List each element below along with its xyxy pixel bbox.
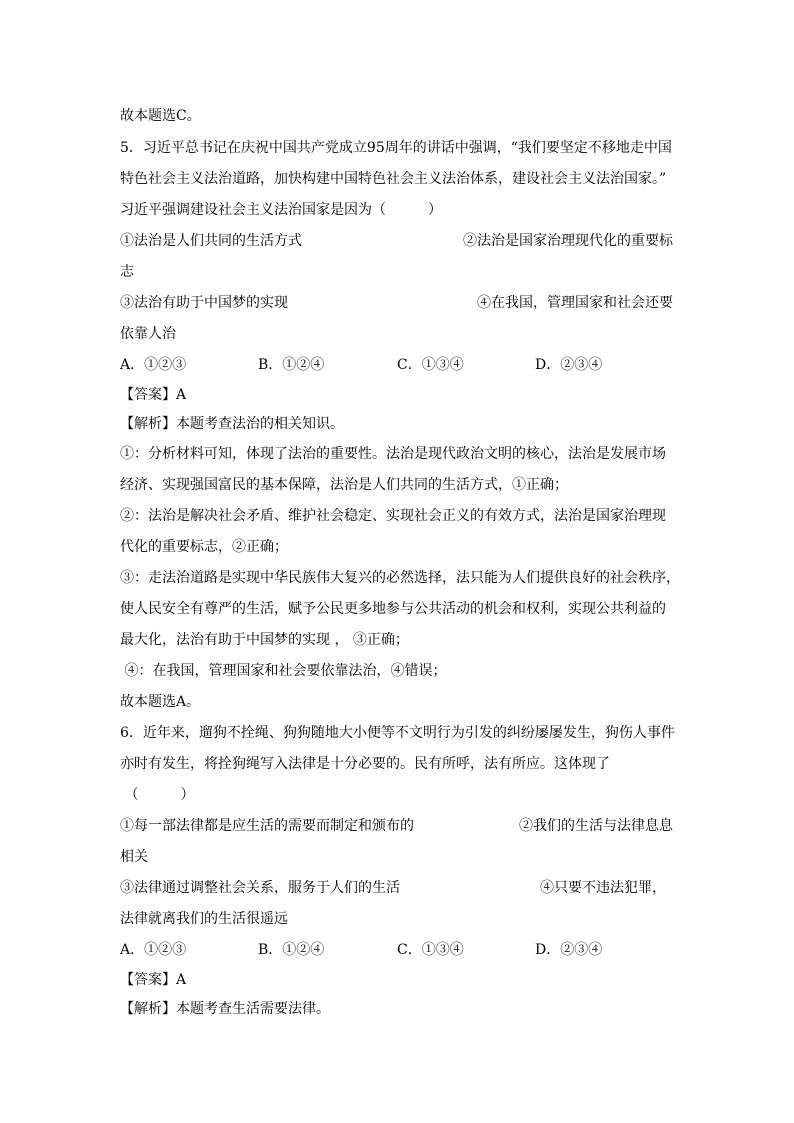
q5-conclusion: 故本题选A。 xyxy=(120,694,201,710)
q6-option-row-2 xyxy=(120,873,680,904)
q5-stem-line1: 5．习近平总书记在庆祝中国共产党成立95周年的讲话中强调，“我们要坚定不移地走中国 xyxy=(120,140,672,156)
q5-explanation-1-line1: ①：分析材料可知，体现了法治的重要性。法治是现代政治文明的核心，法治是发展市场 xyxy=(120,446,666,462)
q5-explanation-2-line2: 代化的重要标志，②正确； xyxy=(120,539,288,555)
q5-explanation-2-line1: ②：法治是解决社会矛盾、维护社会稳定、实现社会正义的有效方式，法治是国家治理现 xyxy=(120,508,666,524)
q6-option-3: ③法律通过调整社会关系，服务于人们的生活 xyxy=(120,880,400,896)
question-5 xyxy=(120,133,680,718)
q5-explanation-3-line2: 使人民安全有尊严的生活，赋予公民更多地参与公共活动的机会和权利，实现公共利益的 xyxy=(120,601,666,617)
q5-explanation-3-line3: 最大化，法治有助于中国梦的实现 ， ③正确； xyxy=(120,632,409,648)
q5-option-4-wrap: 依靠人治 xyxy=(120,326,176,342)
q6-choice-d: D．②③④ xyxy=(535,942,603,958)
q5-choices xyxy=(120,350,680,381)
q6-choice-b: B．①②④ xyxy=(258,942,325,958)
prev-conclusion: 故本题选C。 xyxy=(120,108,201,124)
q5-option-3: ③法治有助于中国梦的实现 xyxy=(120,295,288,311)
q6-choices xyxy=(120,935,680,966)
q5-choice-c: C．①③④ xyxy=(397,357,464,373)
q5-choice-b: B．①②④ xyxy=(258,357,325,373)
q6-option-4: ④只要不违法犯罪， xyxy=(540,880,666,896)
q5-analysis: 【解析】本题考查法治的相关知识。 xyxy=(120,416,344,432)
q6-option-2: ②我们的生活与法律息息 xyxy=(519,818,673,834)
q5-option-2: ②法治是国家治理现代化的重要标 xyxy=(463,233,673,249)
document-page xyxy=(120,100,680,1024)
q6-stem-line3: （ ） xyxy=(120,787,195,803)
q6-option-4-wrap: 法律就离我们的生活很遥远 xyxy=(120,911,288,927)
q5-explanation-3-line1: ③：走法治道路是实现中华民族伟大复兴的必然选择，法只能为人们提供良好的社会秩序， xyxy=(120,570,680,586)
question-6 xyxy=(120,718,680,1024)
q6-stem-line2: 亦时有发生，将拴狗绳写入法律是十分必要的。民有所呼，法有所应。这体现了 xyxy=(120,756,610,772)
q5-answer: 【答案】A xyxy=(120,387,187,403)
q6-choice-c: C．①③④ xyxy=(397,942,464,958)
q5-option-row-1 xyxy=(120,226,680,257)
q6-option-1: ①每一部法律都是应生活的需要而制定和颁布的 xyxy=(120,818,414,834)
q6-option-2-wrap: 相关 xyxy=(120,849,148,865)
q6-option-row-1 xyxy=(120,811,680,842)
q6-answer: 【答案】A xyxy=(120,972,187,988)
q5-option-2-wrap: 志 xyxy=(120,264,134,280)
q5-stem-line2: 特色社会主义法治道路，加快构建中国特色社会主义法治体系，建设社会主义法治国家。” xyxy=(120,171,667,187)
q5-option-1: ①法治是人们共同的生活方式 xyxy=(120,233,302,249)
q6-choice-a: A．①②③ xyxy=(120,942,187,958)
q5-explanation-4: ④：在我国，管理国家和社会要依靠法治，④错误； xyxy=(120,663,447,679)
q5-explanation-1-line2: 经济、实现强国富民的基本保障，法治是人们共同的生活方式，①正确； xyxy=(120,477,568,493)
q6-analysis: 【解析】本题考查生活需要法律。 xyxy=(120,1001,330,1017)
q5-option-4: ④在我国，管理国家和社会还要 xyxy=(477,295,673,311)
q5-option-row-2 xyxy=(120,288,680,319)
q5-choice-d: D．②③④ xyxy=(535,357,603,373)
q5-choice-a: A．①②③ xyxy=(120,357,187,373)
q6-stem-line1: 6．近年来，遛狗不拴绳、狗狗随地大小便等不文明行为引发的纠纷屡屡发生，狗伤人事件 xyxy=(120,725,675,741)
q5-stem-line3: 习近平强调建设社会主义法治国家是因为（ ） xyxy=(120,202,442,218)
